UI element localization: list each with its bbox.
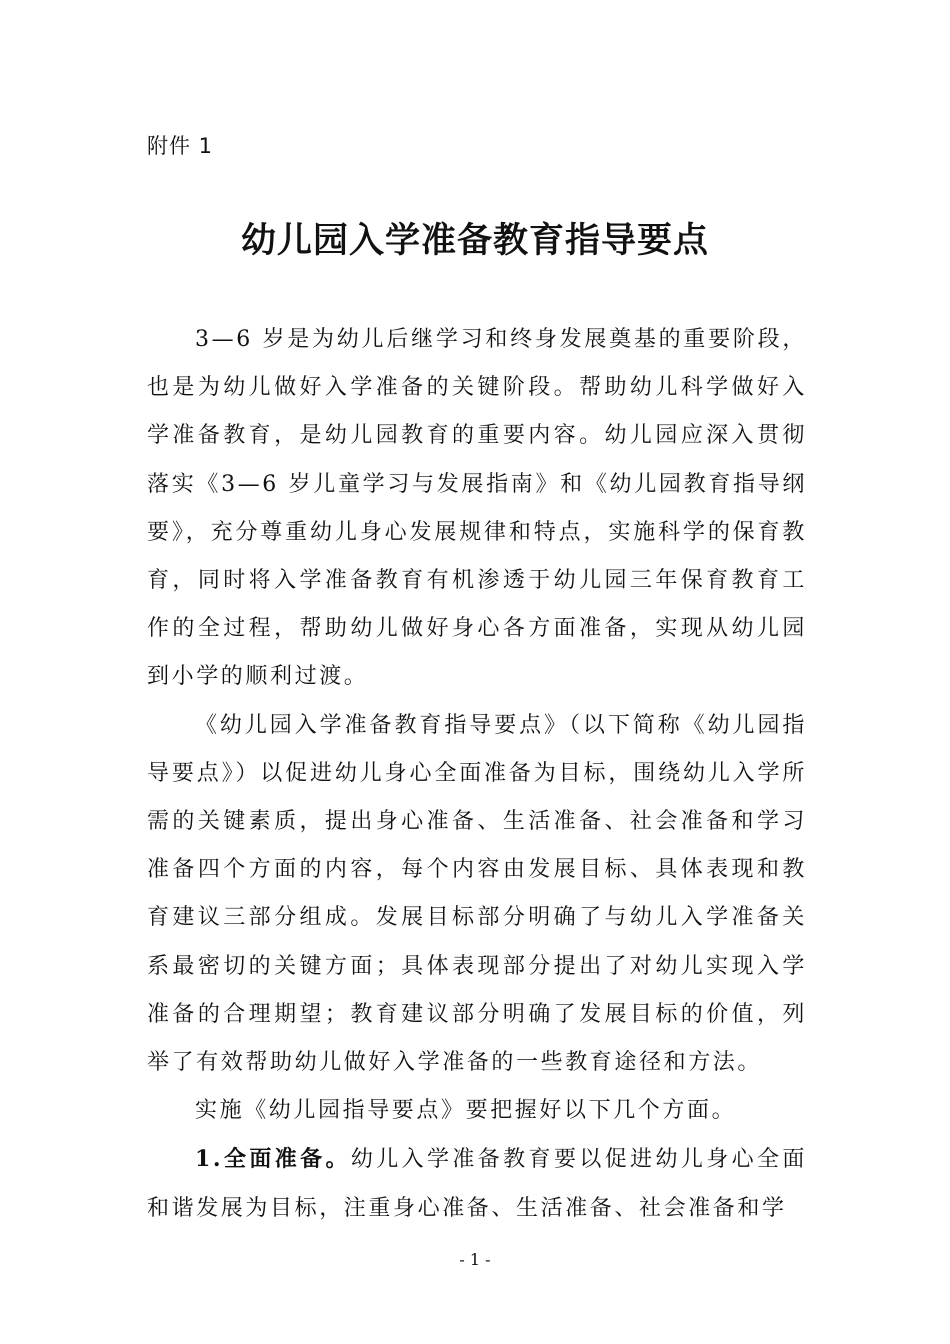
paragraph-point-1 (147, 1135, 807, 1232)
paragraph-implementation: 实施《幼儿园指导要点》要把握好以下几个方面。 (195, 1098, 737, 1124)
paragraph-intro: 3—6 岁是为幼儿后继学习和终身发展奠基的重要阶段，也是为幼儿做好入学准备的关键阶段。帮助幼儿科学做好入学准备教育，是幼儿园教育的重要内容。幼儿园应深入贯彻落实《3—6 岁儿童学习与发展指南》和《幼儿园教育指导纲要》，充分尊重幼儿身心发展规律和特点，实施科学的保育教育，同时将入学准备教育有机渗透于幼儿园三年保育教育工作的全过程，帮助幼儿做好身心各方面准备，实现从幼儿园到小学的顺利过渡。 (147, 327, 807, 690)
document-title: 幼儿园入学准备教育指导要点 (240, 220, 709, 261)
point-1-heading: 1.全面准备。 (195, 1146, 351, 1173)
paragraph-structure: 《幼儿园入学准备教育指导要点》（以下简称《幼儿园指导要点》）以促进幼儿身心全面准备为目标，围绕幼儿入学所需的关键素质，提出身心准备、生活准备、社会准备和学习准备四个方面的内容，每个内容由发展目标、具体表现和教育建议三部分组成。发展目标部分明确了与幼儿入学准备关系最密切的关键方面；具体表现部分提出了对幼儿实现入学准备的合理期望；教育建议部分明确了发展目标的价值，列举了有效帮助幼儿做好入学准备的一些教育途径和方法。 (147, 712, 807, 1076)
point-1-text: 幼儿入学准备教育要以促进幼儿身心全面和谐发展为目标，注重身心准备、生活准备、社会准备和学 (147, 1147, 807, 1221)
document-body (147, 316, 807, 1233)
page-number: - 1 - (459, 1250, 491, 1269)
attachment-label: 附件 1 (147, 134, 214, 158)
